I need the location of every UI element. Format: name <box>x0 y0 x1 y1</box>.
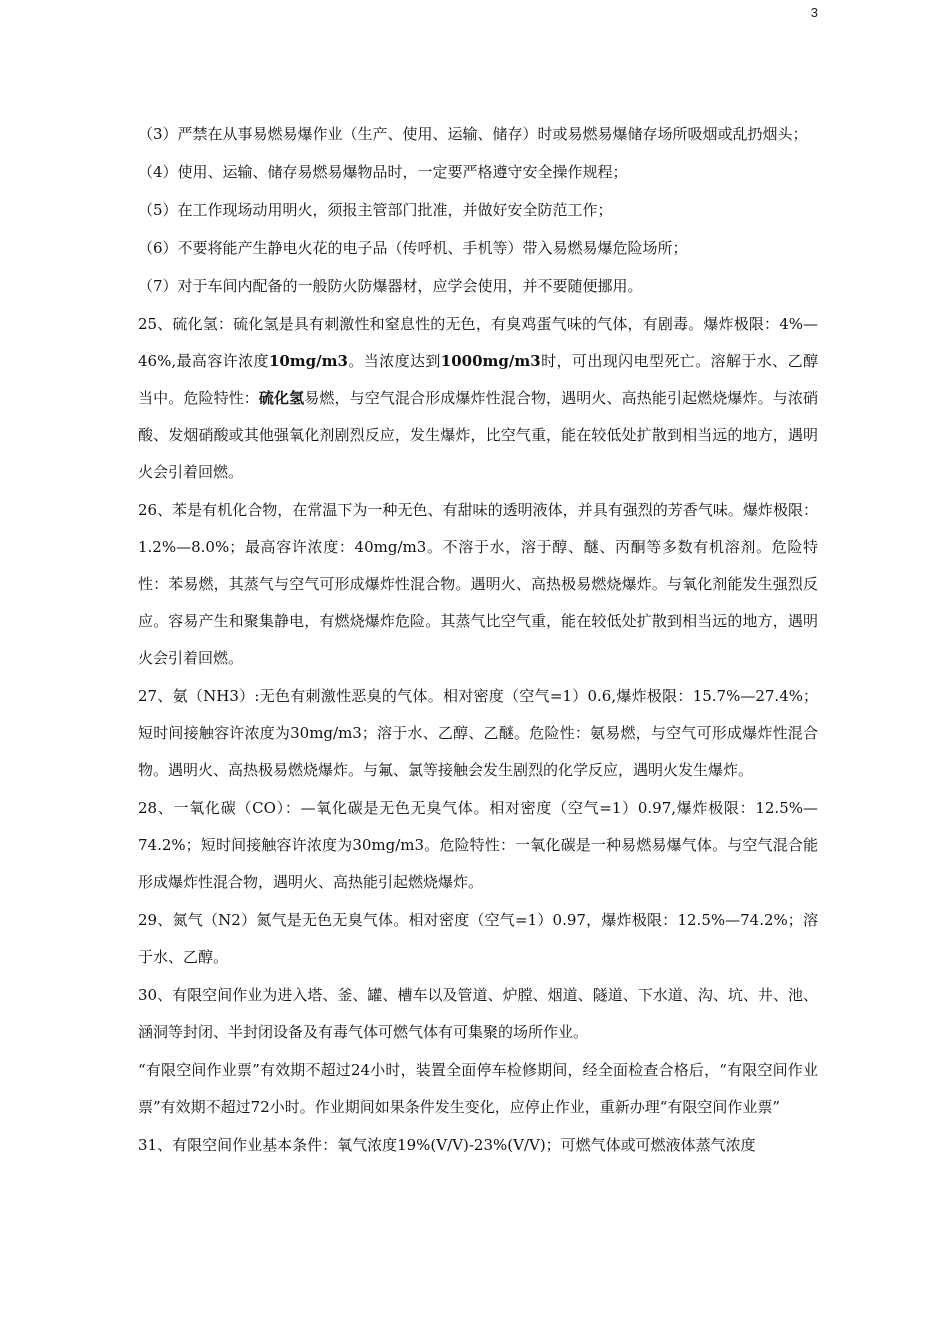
p25-text-d: 时，可出现闪电型死亡。溶解于水、乙醇当中。危险特性： <box>138 352 818 407</box>
paragraph-30: 30、有限空间作业为进入塔、釜、罐、槽车以及管道、炉膛、烟道、隧道、下水道、沟、坑、井、池、涵洞等封闭、半封闭设备及有毒气体可燃气体有可集聚的场所作业。 <box>138 986 818 1041</box>
paragraph-item-5: （5）在工作现场动用明火，须报主管部门批准，并做好安全防范工作； <box>138 201 613 219</box>
paragraph-item-3: （3）严禁在从事易燃易爆作业（生产、使用、运输、储存）时或易燃易爆储存场所吸烟或乱扔烟头； <box>138 125 808 143</box>
paragraph-item-4: （4）使用、运输、储存易燃易爆物品时，一定要严格遵守安全操作规程； <box>138 163 628 181</box>
paragraph-28: 28、一氧化碳（CO）：—氧化碳是无色无臭气体。相对密度（空气=1）0.97,爆炸极限：12.5%—74.2%；短时间接触容许浓度为30mg/m3。危险特性：一氧化碳是一种易燃易爆气体。与空气混合能形成爆炸性混合物，遇明火、高热能引起燃烧爆炸。 <box>138 799 818 891</box>
page-number: 3 <box>810 5 818 20</box>
paragraph-27: 27、氨（NH3）:无色有刺激性恶臭的气体。相对密度（空气=1）0.6,爆炸极限：15.7%—27.4%；短时间接触容许浓度为30mg/m3；溶于水、乙醇、乙醚。危险性：氨易燃，与空气可形成爆炸性混合物。遇明火、高热极易燃烧爆炸。与氟、氯等接触会发生剧烈的化学反应，遇明火发生爆炸。 <box>138 687 818 779</box>
p25-bold-3: 硫化氢 <box>258 389 305 407</box>
paragraph-26: 26、苯是有机化合物，在常温下为一种无色、有甜味的透明液体，并具有强烈的芳香气味。爆炸极限：1.2%—8.0%；最高容许浓度：40mg/m3。不溶于水，溶于醇、醚、丙酮等多数有机溶剂。危险特性：苯易燃，其蒸气与空气可形成爆炸性混合物。遇明火、高热极易燃烧爆炸。与氧化剂能发生强烈反应。容易产生和聚集静电，有燃烧爆炸危险。其蒸气比空气重，能在较低处扩散到相当远的地方，遇明火会引着回燃。 <box>138 501 818 667</box>
paragraph-item-6: （6）不要将能产生静电火花的电子品（传呼机、手机等）带入易燃易爆危险场所； <box>138 239 688 257</box>
paragraph-25 <box>138 306 818 491</box>
p25-bold-1: 10mg/m3 <box>268 352 348 370</box>
p25-text-c: 。当浓度达到 <box>347 352 441 370</box>
document-body <box>138 116 818 1165</box>
p25-bold-2: 1000mg/m3 <box>440 352 541 370</box>
paragraph-30-ticket: “有限空间作业票”有效期不超过24小时，装置全面停车检修期间，经全面检查合格后，“有限空间作业票”有效期不超过72小时。作业期间如果条件发生变化，应停止作业，重新办理“有限空间作业票” <box>138 1061 818 1116</box>
p25-text-a: 25、硫化氢：硫化氢是具有刺激性和窒息性的无色，有臭鸡蛋气味的气体，有剧毒。爆炸极限：4%—46%,最高容许浓度 <box>138 315 818 370</box>
paragraph-item-7: （7）对于车间内配备的一般防火防爆器材，应学会使用，并不要随便挪用。 <box>138 277 643 295</box>
paragraph-31: 31、有限空间作业基本条件：氧气浓度19%(V/V)-23%(V/V)；可燃气体或可燃液体蒸气浓度 <box>138 1136 756 1154</box>
p25-text-e: 易燃，与空气混合形成爆炸性混合物，遇明火、高热能引起燃烧爆炸。与浓硝酸、发烟硝酸或其他强氧化剂剧烈反应，发生爆炸，比空气重，能在较低处扩散到相当远的地方，遇明火会引着回燃。 <box>138 389 818 481</box>
paragraph-29: 29、氮气（N2）氮气是无色无臭气体。相对密度（空气=1）0.97，爆炸极限：12.5%—74.2%；溶于水、乙醇。 <box>138 911 818 966</box>
